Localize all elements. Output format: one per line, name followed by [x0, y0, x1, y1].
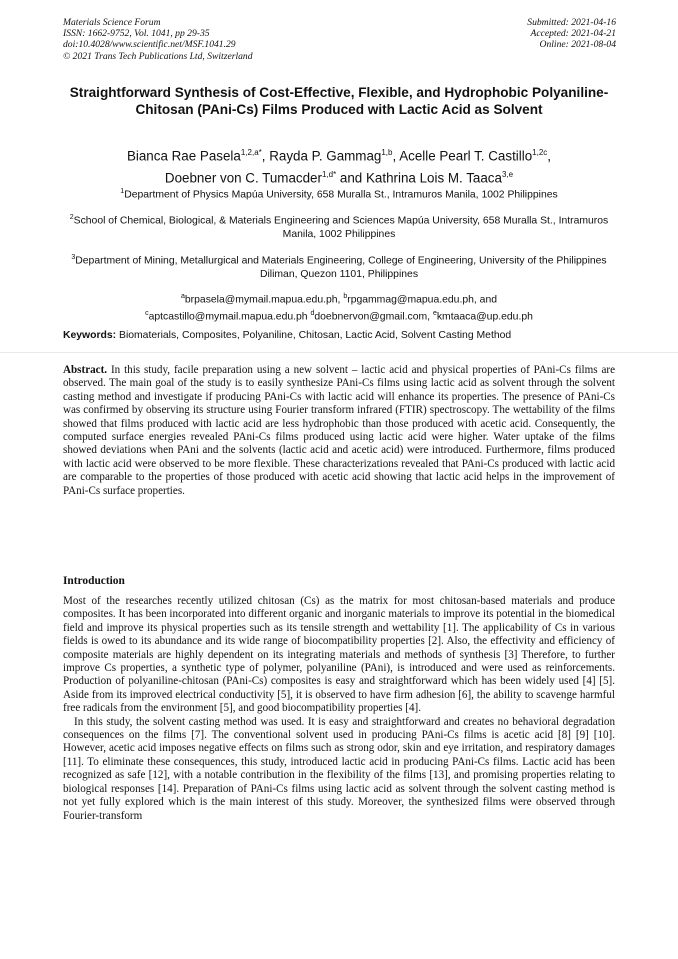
- affiliation-2: [54, 211, 624, 241]
- accepted-date: Accepted: 2021-04-21: [530, 28, 616, 40]
- online-date: Online: 2021-08-04: [539, 39, 616, 51]
- email-a[interactable]: brpasela@mymail.mapua.edu.ph,: [184, 294, 344, 306]
- affiliations: [54, 185, 624, 324]
- aff-text: Department of Physics Mapúa University, 658 Muralla St., Intramuros Manila, 1002 Philippines: [124, 189, 558, 201]
- abstract-text: In this study, facile preparation using a new solvent – lactic acid and physical properties of PAni-Cs films are observed. The main goal of the study is to easily synthesize PAni-Cs films using lactic acid as solvent through the solvent casting method and investigate if producing PAni-Cs with lactic acid will enhance its properties. The presence of PAni-Cs was confirmed by observing its structure using Fourier transform infrared (FTIR) spectroscopy. The wettability of the films showed that films produced with lactic acid are less hydrophobic than those produced with acetic acid. Consequently, the computed surface energies revealed PAni-Cs films produced using lactic acid were higher. Water uptake of the films showed deviations when PAni and the solvents (lactic acid and acetic acid) were introduced. Furthermore, films produced with lactic acid were observed to be more flexible. These characterizations revealed that PAni-Cs produced with lactic acid are comparable to the properties of those produced with acetic acid showing that lactic acid helps in the improvement of PAni-Cs surface properties.: [63, 364, 615, 497]
- author-sup: 1,2c: [532, 148, 548, 157]
- paper-title: Straightforward Synthesis of Cost-Effective, Flexible, and Hydrophobic Polyaniline-Chitosan (PAni-Cs) Films Produced with Lactic Acid as Solvent: [69, 85, 609, 118]
- author-name: Acelle Pearl T. Castillo: [399, 148, 533, 164]
- abstract-label: Abstract.: [63, 364, 108, 376]
- journal-name: Materials Science Forum: [63, 17, 161, 28]
- divider: [0, 352, 678, 353]
- issn-line: ISSN: 1662-9752, Vol. 1041, pp 29-35: [63, 28, 210, 40]
- author-sup: 1,b: [381, 148, 393, 157]
- email-d[interactable]: doebnervon@gmail.com,: [314, 311, 433, 323]
- author-sep: and: [336, 170, 366, 186]
- affiliation-1: [54, 185, 624, 202]
- email-e[interactable]: kmtaaca@up.edu.ph: [436, 311, 533, 323]
- doi-line: doi:10.4028/www.scientific.net/MSF.1041.29: [63, 39, 236, 51]
- author-list: [40, 143, 638, 188]
- author-sup: 3,e: [501, 170, 514, 180]
- email-sup: e: [432, 309, 437, 317]
- email-sup: a: [181, 292, 185, 300]
- email-sup: b: [343, 292, 348, 300]
- author-name: Doebner von C. Tumacder: [164, 170, 322, 186]
- aff-text: Department of Mining, Metallurgical and Materials Engineering, College of Engineering, University of the Philippines Diliman, Quezon 1101, Philippines: [75, 255, 607, 281]
- author-sup: 1,d*: [321, 170, 337, 180]
- author-sup: 1,2,a*: [240, 148, 262, 157]
- keywords-label: Keywords:: [63, 330, 117, 341]
- email-sup: d: [310, 309, 315, 317]
- section-heading: Introduction: [63, 575, 125, 587]
- copyright-line: © 2021 Trans Tech Publications Ltd, Switzerland: [63, 50, 253, 62]
- email-list: [54, 290, 624, 324]
- paragraph: In this study, the solvent casting method was used. It is easy and straightforward and creates no behavioral degradation consequences on the films [7]. The conventional solvent used in producing PAni-Cs films is acetic acid [8] [9] [10]. However, acetic acid imposes negative effects on films such as strong odor, skin and eye irritation, and respiratory damages [11]. To eliminate these consequences, this study, introduced lactic acid in producing PAni-Cs films. Lactic acid has been recognized as safe [12], with a notable contribution in the flexibility of the films [13], and promising properties relating to biological responses [14]. Preparation of PAni-Cs films using lactic acid as solvent through the solvent casting method is not yet fully explored which is the main interest of this study. Moreover, the synthesized films were observed through Fourier-transform: [63, 715, 615, 822]
- author-sep: ,: [261, 148, 270, 164]
- aff-num: 1: [120, 188, 125, 195]
- email-b[interactable]: rpgammag@mapua.edu.ph, and: [347, 294, 497, 306]
- aff-text: School of Chemical, Biological, & Materials Engineering and Sciences Mapúa University, 658 Muralla St., Intramuros Manila, 1002 Philippines: [73, 215, 609, 241]
- email-c[interactable]: aptcastillo@mymail.mapua.edu.ph: [148, 311, 311, 323]
- aff-num: 3: [71, 254, 76, 262]
- keywords: [63, 329, 618, 342]
- author-sep: ,: [547, 148, 552, 164]
- author-sep: ,: [392, 148, 400, 164]
- keywords-text: Biomaterials, Composites, Polyaniline, Chitosan, Lactic Acid, Solvent Casting Method: [116, 330, 512, 341]
- dates-header: [527, 17, 616, 51]
- email-sup: c: [145, 309, 149, 317]
- introduction-body: [63, 595, 615, 823]
- journal-header: [63, 17, 253, 62]
- paragraph: Most of the researches recently utilized chitosan (Cs) as the matrix for most chitosan-based materials and produce composites. It has been incorporated into different organic and inorganic materials to improve its potential in the biomedical field and improve its physical properties such as its tensile strength and wettability [1]. The applicability of Cs in various fields is owed to its abundance and its wide range of biocompatibility properties [2]. Also, the effectivity and efficiency of composite materials are highly dependent on its integrating materials and methods of synthesis [3] Therefore, to further improve Cs properties, a synthetic type of polymer, polyaniline (PAni), is introduced and were used as reinforcements. Production of polyaniline-chitosan (PAni-Cs) composites is easy and straightforward which has been widely used [4] [5]. Aside from its improved electrical conductivity [5], it is observed to have firm adhesion [6], the ability to scavenge harmful free radicals from the environment [5], and good biocompatibility properties [4].: [63, 595, 615, 715]
- submitted-date: Submitted: 2021-04-16: [527, 17, 616, 28]
- aff-num: 2: [69, 214, 74, 222]
- author-name: Bianca Rae Pasela: [126, 148, 241, 164]
- affiliation-3: [54, 251, 624, 281]
- author-name: Rayda P. Gammag: [269, 148, 382, 164]
- author-name: Kathrina Lois M. Taaca: [365, 170, 502, 186]
- abstract: [63, 364, 615, 498]
